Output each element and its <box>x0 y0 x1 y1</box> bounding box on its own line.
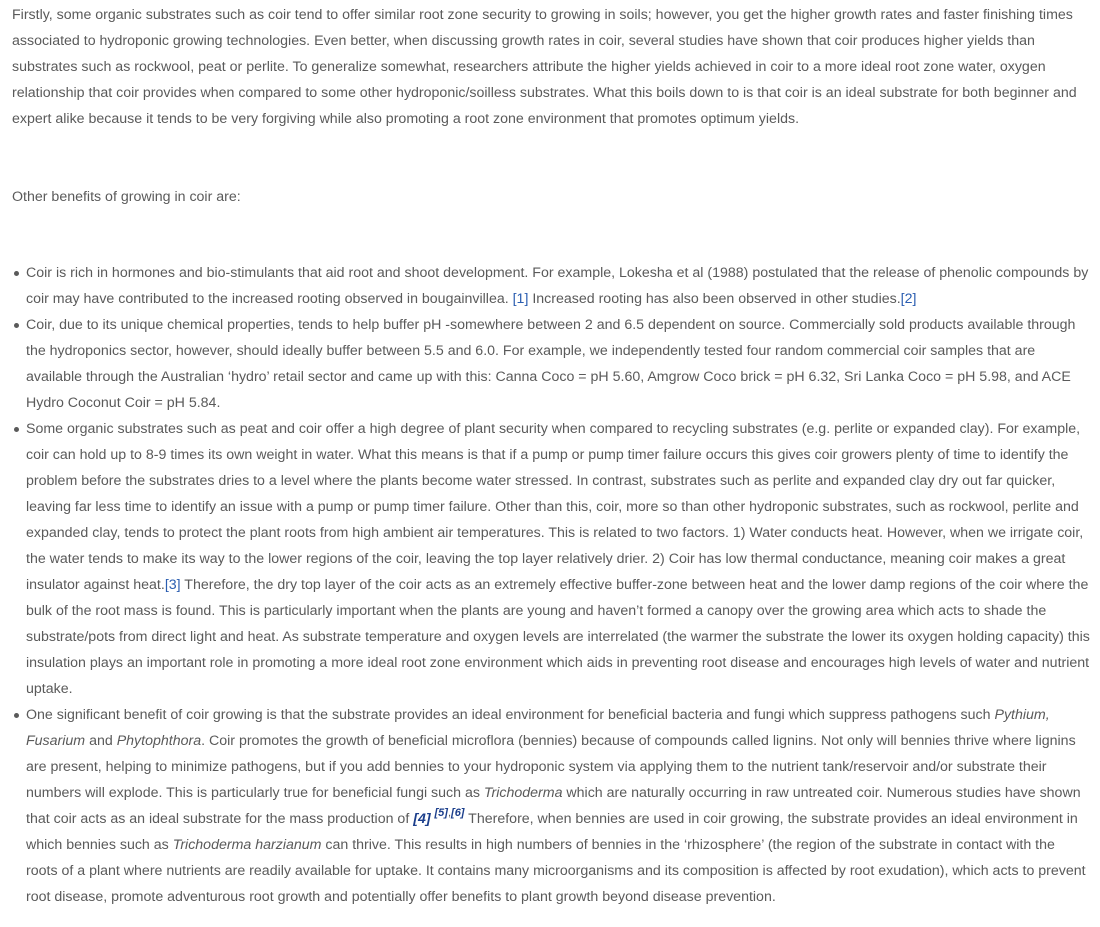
list-item-text: Increased rooting has also been observed in other studies. <box>528 291 901 307</box>
reference-link-2[interactable]: [2] <box>900 291 917 307</box>
list-item-text: and <box>85 733 117 749</box>
species-name: Fusarium <box>26 733 86 749</box>
species-name: Trichoderma <box>483 785 563 801</box>
benefits-heading: Other benefits of growing in coir are: <box>12 189 241 205</box>
species-name: Trichoderma harzianum <box>172 837 322 853</box>
spacer <box>12 132 1090 184</box>
list-item-text: Coir, due to its unique chemical properties, tends to help buffer pH -somewhere between 2 and 6.5 dependent on source. Commercially sold products available through the hydroponics sector, however, should ideally buffer between 5.5 and 6.0. For example, we independently tested four random commercial coir samples that are available through the Australian ‘hydro’ retail sector and came up with this: Canna Coco = pH 5.60, Amgrow Coco brick = pH 6.32, Sri Lanka Coco = pH 5.98, and ACE Hydro Coconut Coir = pH 5.84. <box>26 317 1076 411</box>
list-item-text: Therefore, the dry top layer of the coir acts as an extremely effective buffer-zone between heat and the lower damp regions of the coir where the bulk of the root mass is found. This is particularly important when the plants are young and haven’t formed a canopy over the growing area which acts to shade the substrate/pots from direct light and heat. As substrate temperature and oxygen levels are interrelated (the warmer the substrate the lower its oxygen holding capacity) this insulation plays an important role in promoting a more ideal root zone environment which aids in preventing root disease and encourages high levels of water and nutrient uptake. <box>26 577 1090 697</box>
reference-link-4[interactable]: [4] <box>413 811 431 827</box>
reference-separator: , <box>447 807 452 819</box>
list-item <box>26 416 1090 702</box>
intro-paragraph: Firstly, some organic substrates such as coir tend to offer similar root zone security to growing in soils; however, you get the higher growth rates and faster finishing times associated to hydroponic growing technologies. Even better, when discussing growth rates in coir, several studies have shown that coir produces higher yields than substrates such as rockwool, peat or perlite. To generalize somewhat, researchers attribute the higher yields achieved in coir to a more ideal root zone water, oxygen relationship that coir provides when compared to some other hydroponic/soilless substrates. What this boils down to is that coir is an ideal substrate for both beginner and expert alike because it tends to be very forgiving while also promoting a root zone environment that promotes optimum yields. <box>12 7 1077 127</box>
list-item-text: Coir is rich in hormones and bio-stimulants that aid root and shoot development. For example, Lokesha et al (1988) postulated that the release of phenolic compounds by coir may have contributed to the increased rooting observed in bougainvillea. <box>26 265 1089 307</box>
species-name: Phytophthora <box>116 733 202 749</box>
list-item-text: Some organic substrates such as peat and coir offer a high degree of plant security when compared to recycling substrates (e.g. perlite or expanded clay). For example, coir can hold up to 8-9 times its own weight in water. What this means is that if a pump or pump timer failure occurs this gives coir growers plenty of time to identify the problem before the substrates dries to a level where the plants become water stressed. In contrast, substrates such as perlite and expanded clay dry out far quicker, leaving far less time to identify an issue with a pump or pump timer failure. Other than this, coir, more so than other hydroponic substrates, such as rockwool, perlite and expanded clay, tends to protect the plant roots from high ambient air temperatures. This is related to two factors. 1) Water conducts heat. However, when we irrigate coir, the water tends to make its way to the lower regions of the coir, leaving the top layer relatively drier. 2) Coir has low thermal conductance, meaning coir makes a great insulator against heat. <box>26 421 1084 593</box>
reference-link-1[interactable]: [1] <box>512 291 529 307</box>
species-name: Pythium, <box>994 707 1050 723</box>
list-item-text: . Coir promotes the growth of beneficial microflora (bennies) because of compounds called lignins. Not only will bennies thrive where lignins are present, helping to minimize pathogens, but if you add bennies to your hydroponic system via applying them to the nutrient tank/reservoir and/or substrate their numbers will explode. This is particularly true for beneficial fungi such as <box>26 733 1076 801</box>
spacer <box>12 210 1090 260</box>
reference-link-6[interactable]: [6] <box>451 807 465 819</box>
list-item <box>26 702 1090 910</box>
list-item-text: can thrive. This results in high numbers of bennies in the ‘rhizosphere’ (the region of the substrate in contact with the roots of a plant where nutrients are readily available for uptake. It contains many microorganisms and its composition is affected by root exudation), which acts to prevent root disease, promote adventurous root growth and potentially offer benefits to plant growth beyond disease prevention. <box>26 837 1086 905</box>
benefits-list <box>12 260 1090 910</box>
list-item-text: which are naturally occurring in raw untreated coir. Numerous studies have shown that coir acts as an ideal substrate for the mass production of <box>26 785 1081 827</box>
list-item <box>26 260 1090 312</box>
reference-link-5[interactable]: [5] <box>434 807 448 819</box>
list-item-text: One significant benefit of coir growing is that the substrate provides an ideal environment for beneficial bacteria and fungi which suppress pathogens such <box>26 707 995 723</box>
reference-link-3[interactable]: [3] <box>164 577 181 593</box>
list-item-text: Therefore, when bennies are used in coir growing, the substrate provides an ideal environment in which bennies such as <box>26 811 1078 853</box>
list-item <box>26 312 1090 416</box>
article-body <box>12 2 1090 910</box>
